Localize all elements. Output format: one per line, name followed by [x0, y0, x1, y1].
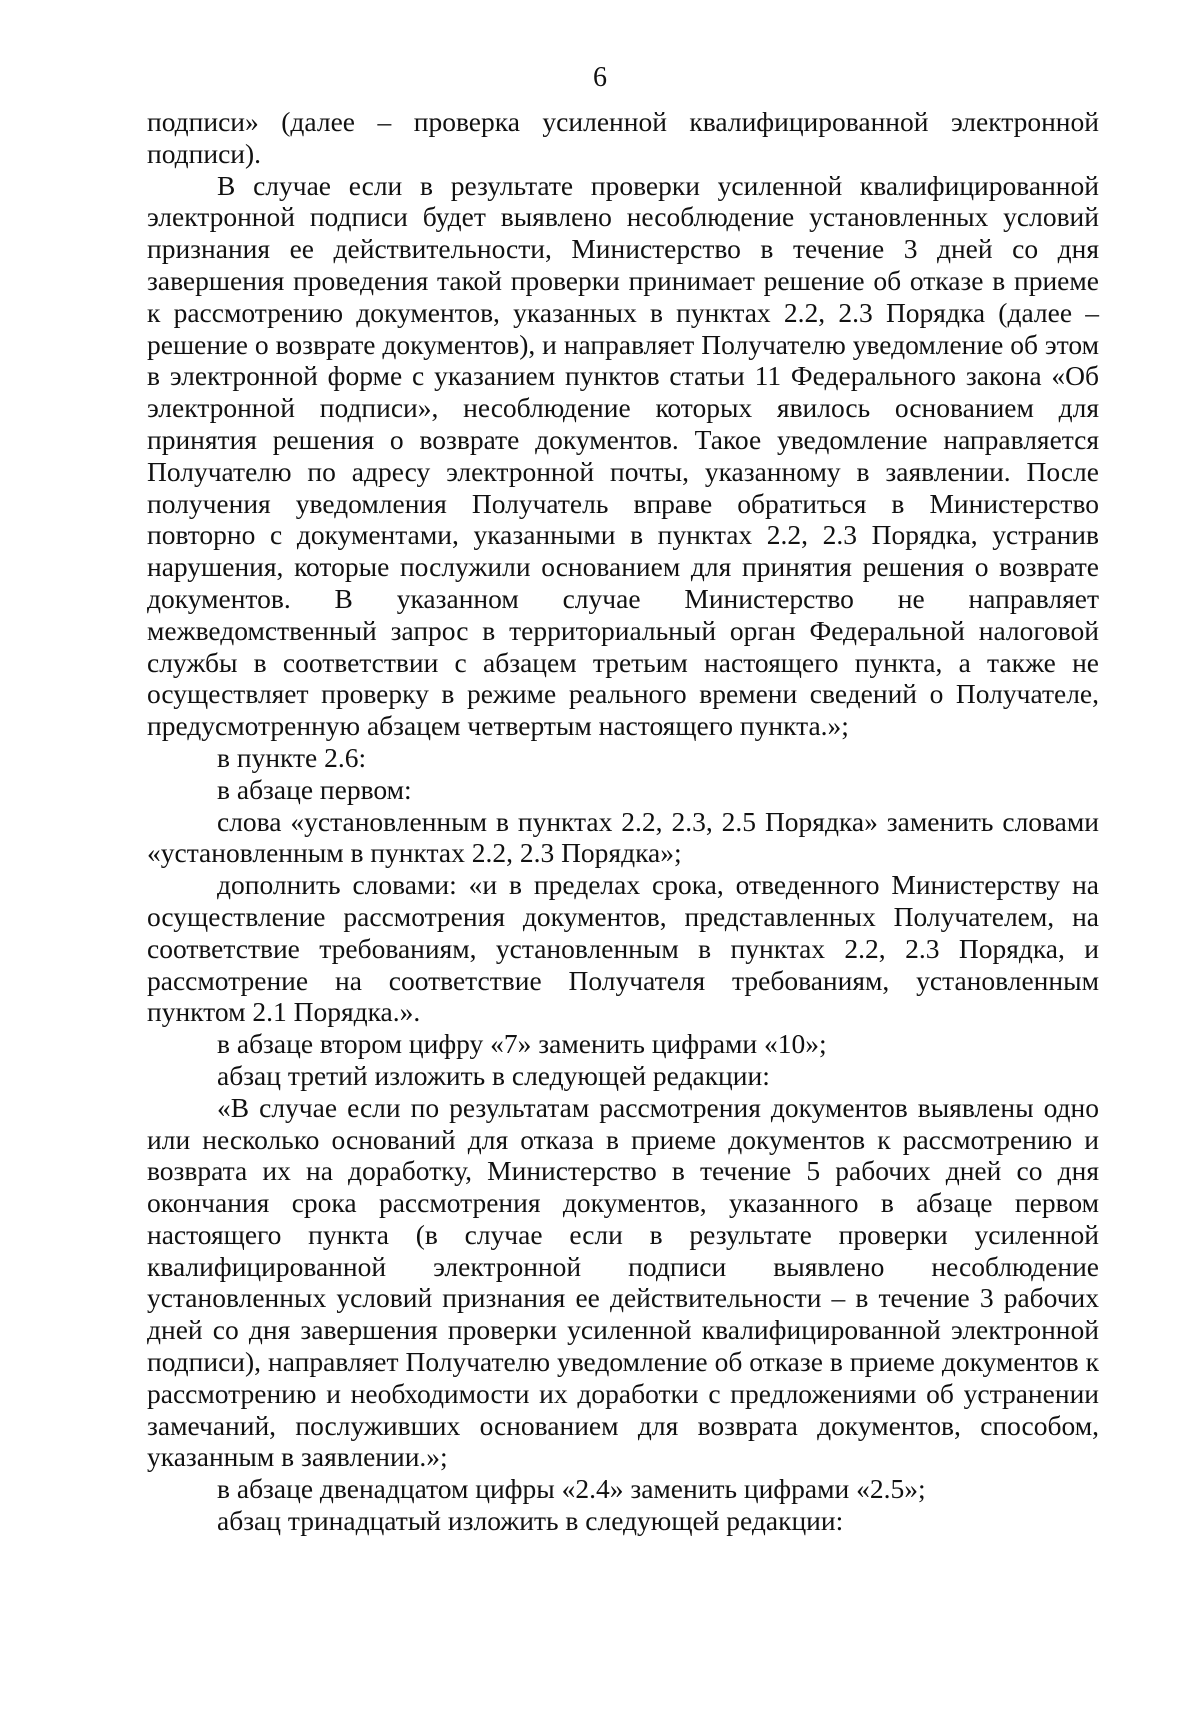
paragraph-twelfth-clause: в абзаце двенадцатом цифры «2.4» заменить цифрами «2.5»;: [217, 1473, 926, 1505]
paragraph-signature-check: В случае если в результате проверки усиленной квалифицированной электронной подписи будет выявлено несоблюдение установленных условий признания ее действительности, Министерство в течение 3 дней со дня завершения проведения такой проверки принимает решение об отказе в приеме к рассмотрению документов, указанных в пунктах 2.2, 2.3 Порядка (далее – решение о возврате документов), и направляет Получателю уведомление об этом в электронной форме с указанием пунктов статьи 11 Федерального закона «Об электронной подписи», несоблюдение которых явилось основанием для принятия решения о возврате документов. Такое уведомление направляется Получателю по адресу электронной почты, указанному в заявлении. После получения уведомления Получатель вправе обратиться в Министерство повторно с документами, указанными в пунктах 2.2, 2.3 Порядка, устранив нарушения, которые послужили основанием для принятия решения о возврате документов. В указанном случае Министерство не направляет межведомственный запрос в территориальный орган Федеральной налоговой службы в соответствии с абзацем третьим настоящего пункта, а также не осуществляет проверку в режиме реального времени сведений о Получателе, предусмотренную абзацем четвертым настоящего пункта.»;: [147, 169, 1099, 742]
paragraph-first-clause: в абзаце первом:: [217, 773, 412, 805]
paragraph-add-words: дополнить словами: «и в пределах срока, отведенного Министерству на осуществление рассмотрения документов, представленных Получателем, на соответствие требованиям, установленным в пунктах 2.2, 2.3 Порядка, и рассмотрение на соответствие Получателя требованиям, установленным пунктом 2.1 Порядка.».: [147, 869, 1099, 1028]
paragraph-third-clause-intro: абзац третий изложить в следующей редакции:: [217, 1059, 770, 1091]
document-body: [147, 106, 1099, 1537]
paragraph-replace-words: слова «установленным в пунктах 2.2, 2.3, 2.5 Порядка» заменить словами «установленным в пунктах 2.2, 2.3 Порядка»;: [147, 805, 1099, 869]
paragraph-third-clause-text: «В случае если по результатам рассмотрения документов выявлены одно или несколько оснований для отказа в приеме документов к рассмотрению и возврата их на доработку, Министерство в течение 5 рабочих дней со дня окончания срока рассмотрения документов, указанного в абзаце первом настоящего пункта (в случае если в результате проверки усиленной квалифицированной электронной подписи выявлено несоблюдение установленных условий признания ее действительности – в течение 3 рабочих дней со дня завершения проверки усиленной квалифицированной электронной подписи), направляет Получателю уведомление об отказе в приеме документов к рассмотрению и необходимости их доработки с предложениями об устранении замечаний, послуживших основанием для возврата документов, способом, указанным в заявлении.»;: [147, 1091, 1099, 1473]
paragraph-continuation: подписи» (далее – проверка усиленной квалифицированной электронной подписи).: [147, 106, 1099, 169]
paragraph-thirteenth-clause: абзац тринадцатый изложить в следующей редакции:: [217, 1505, 844, 1537]
paragraph-second-clause: в абзаце втором цифру «7» заменить цифрами «10»;: [217, 1028, 827, 1060]
paragraph-point-2-6: в пункте 2.6:: [217, 741, 367, 773]
page-number: 6: [593, 62, 607, 93]
